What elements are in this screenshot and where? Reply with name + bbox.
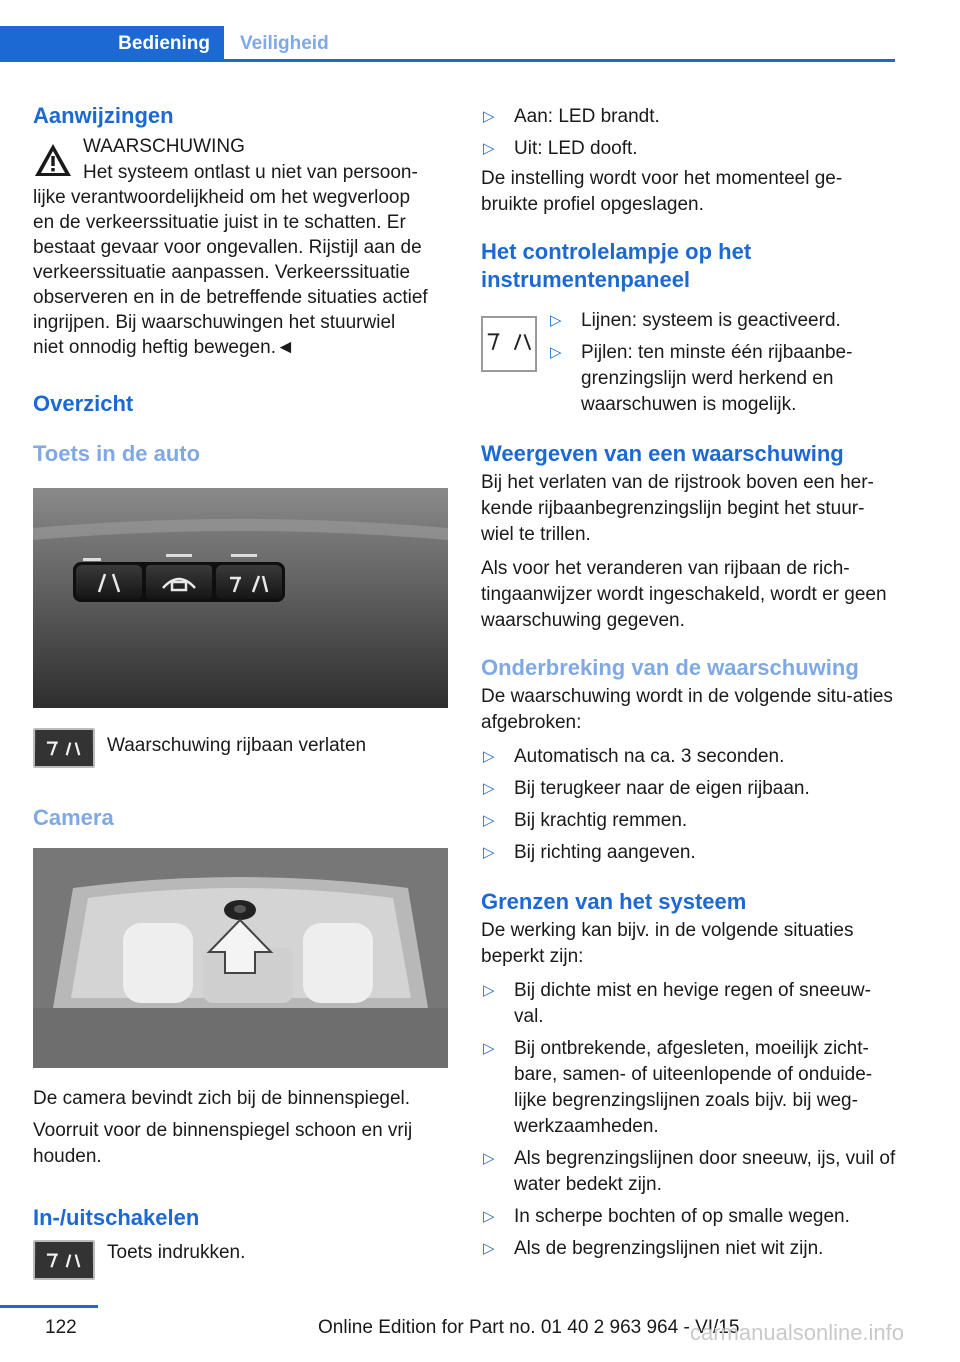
tab-bediening[interactable]: Bediening: [0, 26, 224, 62]
onoff-text: Toets indrukken.: [107, 1242, 246, 1263]
display-text-1: Bij het verlaten van de rijstrook boven een her-kende rijbaanbegrenzingslijn begint het stuur-wiel te trillen.: [481, 472, 874, 545]
onoff-row: [33, 1240, 448, 1282]
list-item: ▷ Bij richting aangeven.: [481, 840, 896, 866]
indicator-row: [481, 308, 896, 418]
warning-text: Het systeem ontlast u niet van persoon- lijke verantwoordelijkheid om het wegverloop en de verkeerssituatie juist in te schatten. Er bestaat gevaar voor ongevallen. Rijstijl aan de verkeerssituatie aanpassen. Verkeerssituatie observeren en in de betreffende situaties actief ingrijpen. Bij waarschuwingen het stuurwiel niet onnodig heftig bewegen.◄: [33, 162, 428, 358]
left-column: [33, 100, 448, 1282]
list-item: ▷ Bij dichte mist en hevige regen of sneeuw-val.: [481, 978, 896, 1030]
lane-departure-warning-icon: [33, 728, 95, 768]
lane-indicator-lamp-icon: [481, 316, 537, 372]
page-number: 122: [45, 1317, 77, 1338]
interrupt-list: [481, 744, 896, 866]
list-item: ▷ Bij terugkeer naar de eigen rijbaan.: [481, 776, 896, 802]
right-column: [481, 100, 896, 1262]
lane-departure-button-icon: [33, 1240, 95, 1280]
heading-camera: Camera: [33, 805, 114, 830]
list-item: ▷ In scherpe bochten of op smalle wegen.: [481, 1204, 896, 1230]
heading-display-warning: Weergeven van een waarschuwing: [481, 441, 844, 466]
warning-block: [33, 134, 448, 360]
list-item: ▷ Automatisch na ca. 3 seconden.: [481, 744, 896, 770]
limits-text: De werking kan bijv. in de volgende situaties beperkt zijn:: [481, 920, 854, 967]
list-item: ▷ Bij krachtig remmen.: [481, 808, 896, 834]
camera-photo: [33, 848, 448, 1068]
heading-button-in-car: Toets in de auto: [33, 441, 201, 466]
display-text-2: Als voor het veranderen van rijbaan de rich-tingaanwijzer wordt ingeschakeld, wordt er geen waarschuwing gegeven.: [481, 558, 887, 631]
onoff-list: [481, 104, 896, 162]
heading-overview: Overzicht: [33, 391, 134, 416]
list-item: ▷ Als begrenzingslijnen door sneeuw, ijs, vuil of water bedekt zijn.: [481, 1146, 896, 1198]
profile-text: De instelling wordt voor het momenteel ge-bruikte profiel opgeslagen.: [481, 168, 843, 215]
watermark: carmanualsonline.info: [690, 1320, 905, 1345]
button-panel-photo: [33, 488, 448, 708]
heading-limits: Grenzen van het systeem: [481, 889, 747, 914]
camera-clean-text: Voorruit voor de binnenspiegel schoon en vrij houden.: [33, 1120, 413, 1167]
heading-interrupt: Onderbreking van de waarschuwing: [481, 655, 859, 680]
button-caption: Waarschuwing rijbaan verlaten: [107, 735, 367, 756]
footer-rule: [0, 1305, 98, 1308]
tab-veiligheid[interactable]: Veiligheid: [240, 33, 329, 54]
list-item: ▷ Lijnen: systeem is geactiveerd.: [548, 308, 896, 334]
camera-location-text: De camera bevindt zich bij de binnenspiegel.: [33, 1088, 411, 1109]
button-caption-row: [33, 728, 448, 770]
list-item: ▷ Aan: LED brandt.: [481, 104, 896, 130]
list-item: ▷ Pijlen: ten minste één rijbaanbe-grenzingslijn werd herkend en waarschuwen is mogelijk.: [548, 340, 896, 418]
section-tabs: [0, 26, 895, 62]
limits-list: [481, 978, 896, 1262]
online-edition-text: Online Edition for Part no. 01 40 2 963 964 - VI/15: [318, 1317, 740, 1338]
list-item: ▷ Uit: LED dooft.: [481, 136, 896, 162]
warning-triangle-icon: [33, 142, 73, 178]
heading-notes: Aanwijzingen: [33, 103, 174, 128]
heading-on-off: In-/uitschakelen: [33, 1205, 200, 1230]
list-item: ▷ Bij ontbrekende, afgesleten, moeilijk zicht-bare, samen- of uiteenlopende of onduide-lijke begrenzingslijnen zoals bijv. bij weg-werkzaamheden.: [481, 1036, 896, 1140]
heading-indicator: Het controlelampje op het instrumentenpaneel: [481, 239, 752, 292]
list-item: ▷ Als de begrenzingslijnen niet wit zijn.: [481, 1236, 896, 1262]
interrupt-text: De waarschuwing wordt in de volgende situ-aties afgebroken:: [481, 686, 893, 733]
warning-title: WAARSCHUWING: [83, 136, 245, 157]
indicator-list: [481, 308, 896, 418]
